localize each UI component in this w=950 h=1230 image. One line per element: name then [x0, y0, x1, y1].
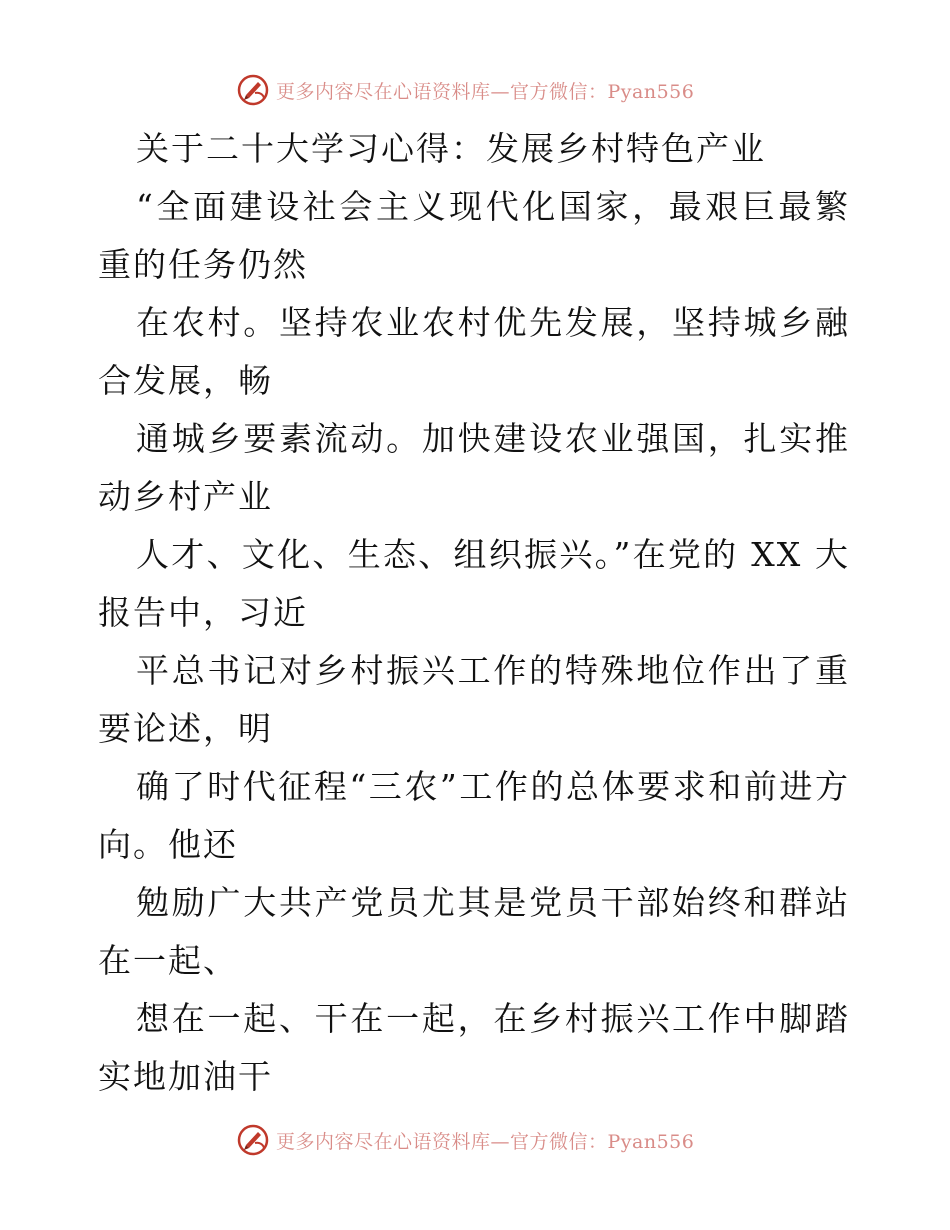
- watermark-contact: 官方微信：Pyan556: [510, 80, 695, 103]
- watermark-text: [276, 77, 694, 104]
- document-body: [98, 120, 850, 1106]
- watermark-main: 更多内容尽在心语资料库: [276, 1130, 491, 1153]
- paragraph: 在农村。坚持农业农村优先发展，坚持城乡融合发展，畅: [98, 303, 850, 400]
- watermark-contact: 官方微信：Pyan556: [510, 1130, 695, 1153]
- brand-logo-icon: [236, 1123, 270, 1157]
- paragraph: “全面建设社会主义现代化国家，最艰巨最繁重的任务仍然: [98, 187, 850, 284]
- paragraph: 通城乡要素流动。加快建设农业强国，扎实推动乡村产业: [98, 419, 850, 516]
- watermark-dash: —: [490, 80, 511, 103]
- paragraph: 确了时代征程“三农”工作的总体要求和前进方向。他还: [98, 767, 850, 864]
- document-title: 关于二十大学习心得：发展乡村特色产业: [136, 129, 766, 168]
- header-watermark-banner: [236, 72, 694, 108]
- paragraph: 勉励广大共产党员尤其是党员干部始终和群站在一起、: [98, 883, 850, 980]
- watermark-dash: —: [490, 1130, 511, 1153]
- watermark-main: 更多内容尽在心语资料库: [276, 80, 491, 103]
- paragraph: 想在一起、干在一起，在乡村振兴工作中脚踏实地加油干: [98, 999, 850, 1096]
- footer-watermark-banner: [236, 1122, 694, 1158]
- watermark-text: [276, 1127, 694, 1154]
- paragraph: 人才、文化、生态、组织振兴。”在党的 XX 大报告中，习近: [98, 535, 850, 632]
- paragraph: 平总书记对乡村振兴工作的特殊地位作出了重要论述，明: [98, 651, 850, 748]
- brand-logo-icon: [236, 73, 270, 107]
